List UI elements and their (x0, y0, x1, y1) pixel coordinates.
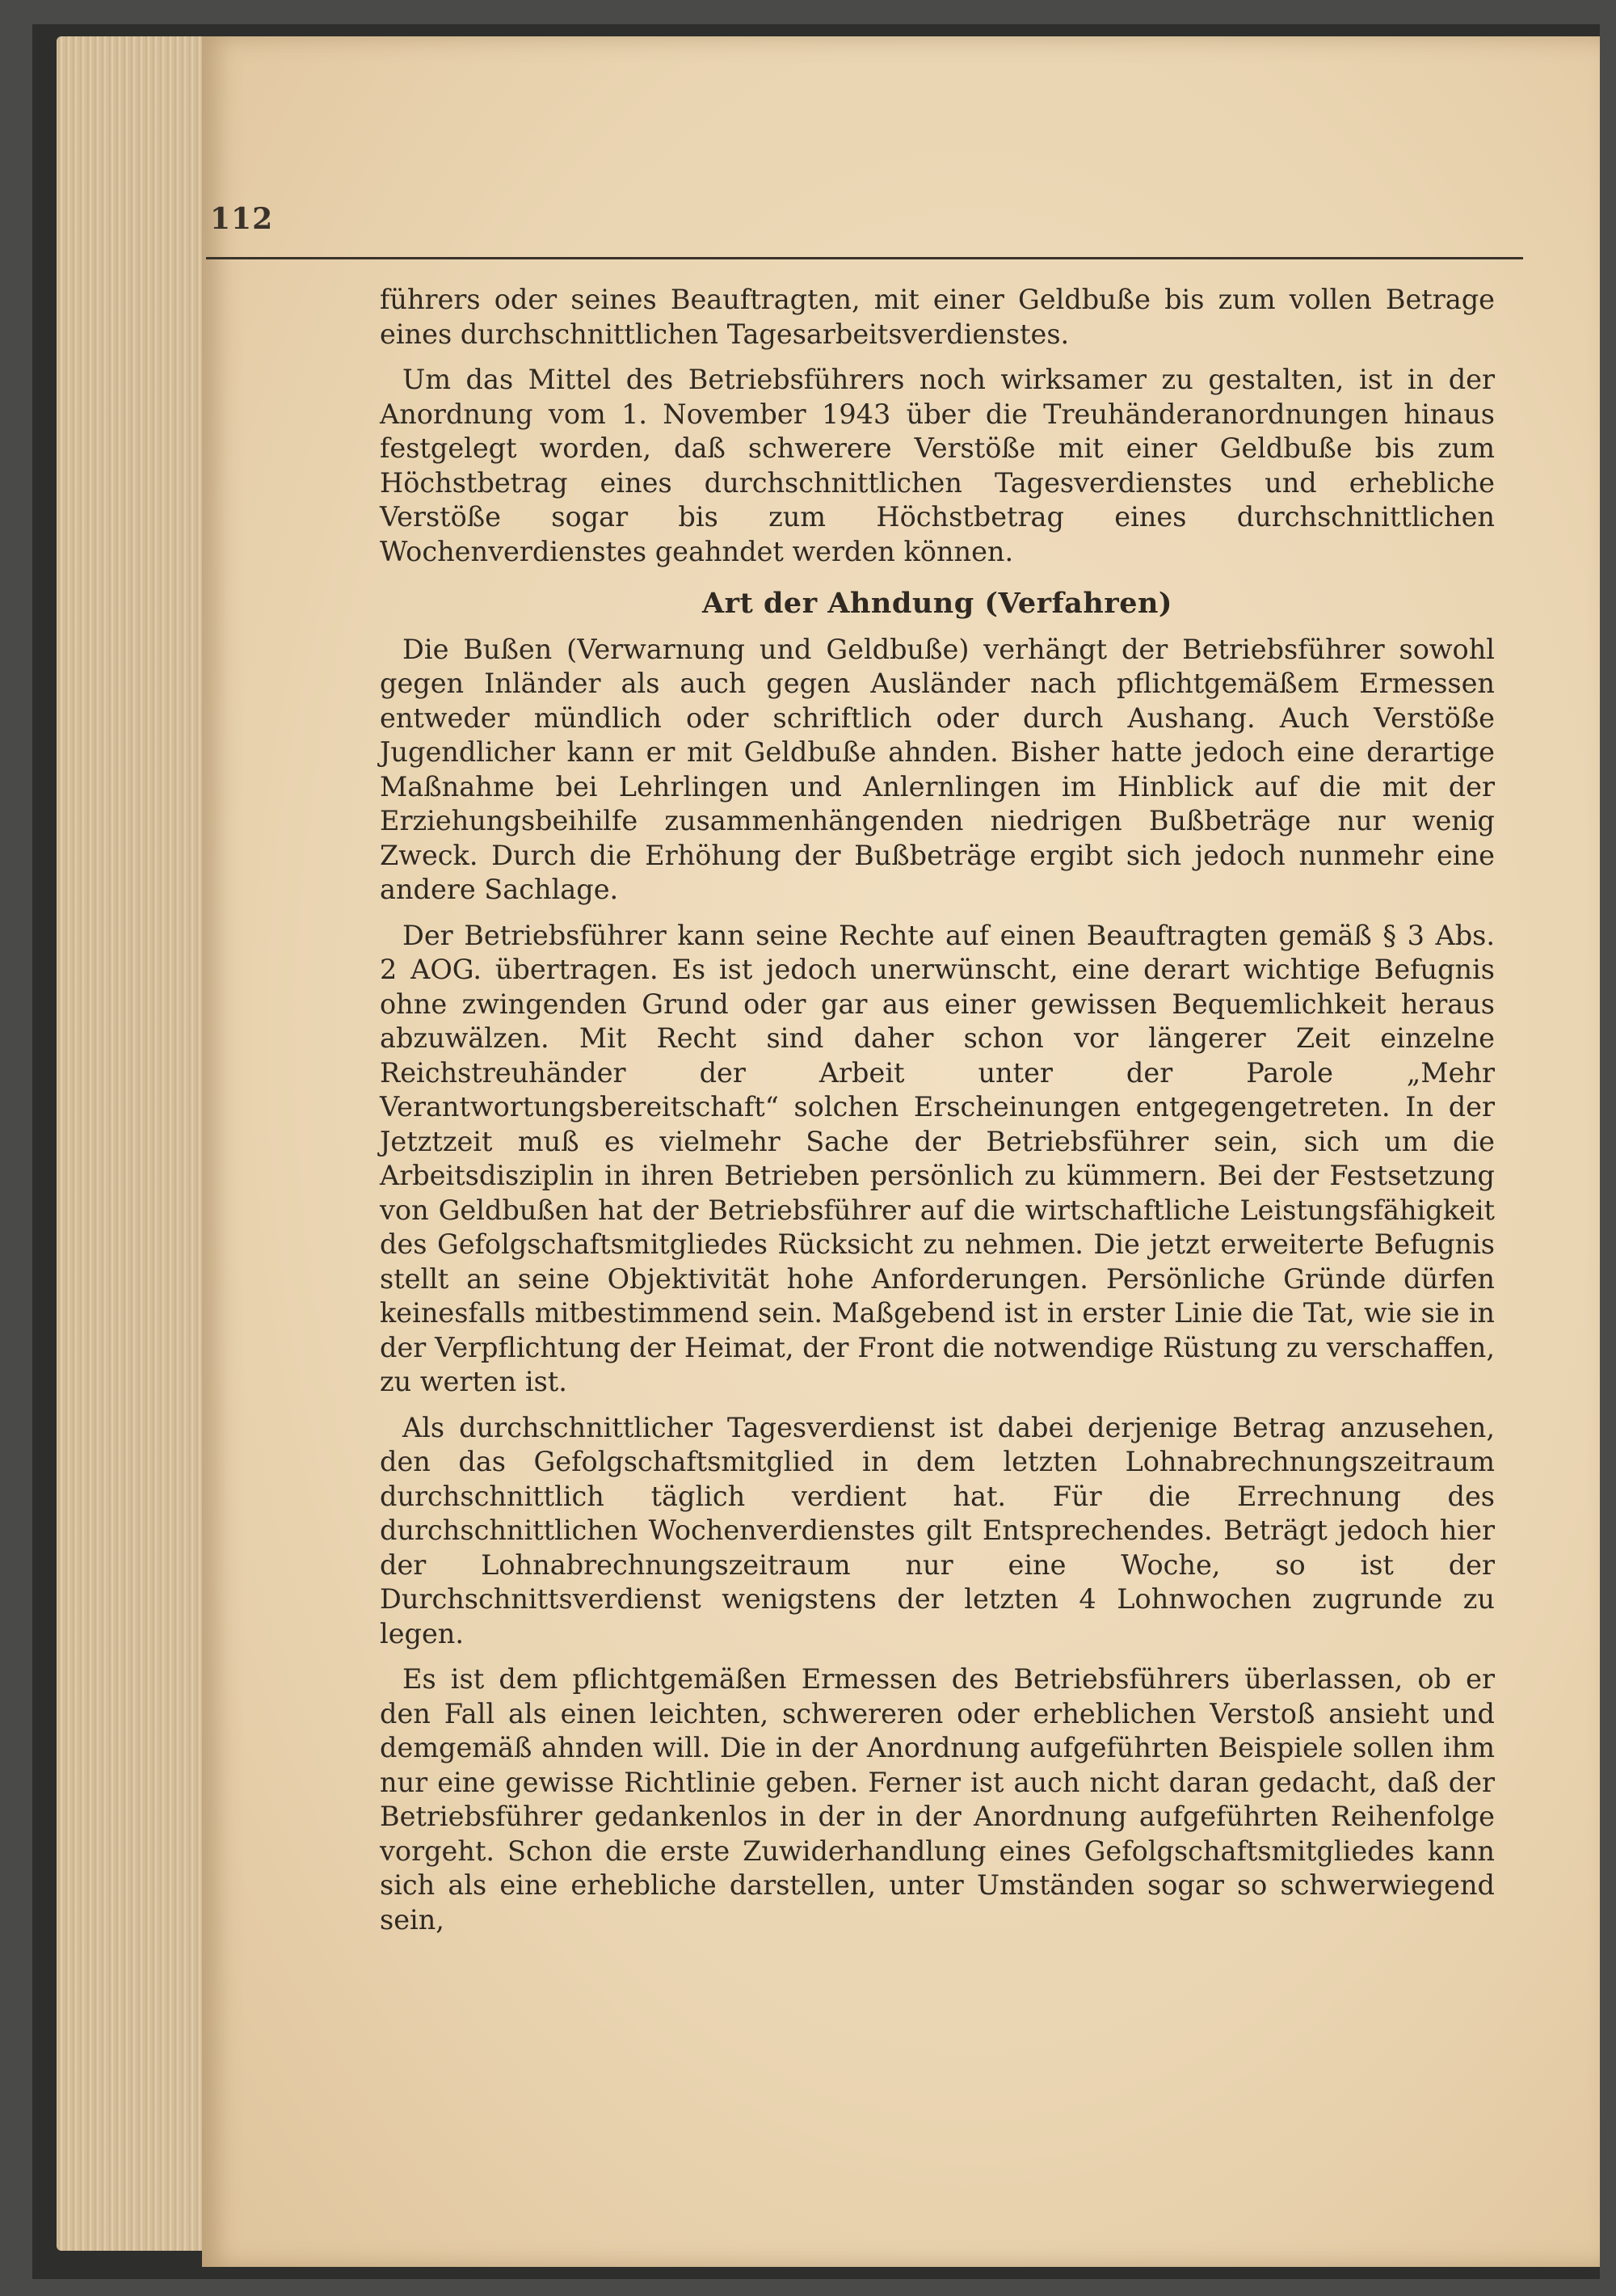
paragraph: Um das Mittel des Betriebsführers noch wirksamer zu gestalten, ist in der Anordnung vom 1. November 1943 über die Treuhänderanordnungen hinaus festgelegt worden, daß schwerere Verstöße mit einer Geldbuße bis zum Höchstbetrag eines durchschnittlichen Tagesverdienstes und erhebliche Verstöße sogar bis zum Höchstbetrag eines durchschnittlichen Wochenverdienstes geahndet werden können. (380, 364, 1495, 567)
page-edges (57, 36, 218, 2251)
paragraph: führers oder seines Beauftragten, mit einer Geldbuße bis zum vollen Betrage eines durchschnittlichen Tagesarbeitsverdienstes. (380, 284, 1495, 350)
paragraph: Als durchschnittlicher Tagesverdienst ist dabei derjenige Betrag anzusehen, den das Gefolgschaftsmitglied in dem letzten Lohnabrechnungszeitraum durchschnittlich täglich verdient hat. Für die Errechnung des durchschnittlichen Wochenverdienstes gilt Entsprechendes. Beträgt jedoch hier der Lohnabrechnungszeitraum nur eine Woche, so ist der Durchschnittsverdienst wenigstens der letzten 4 Lohnwochen zugrunde zu legen. (380, 1411, 1495, 1649)
section-heading: Art der Ahndung (Verfahren) (702, 587, 1172, 620)
page-number: 112 (210, 202, 274, 236)
paragraph: Es ist dem pflichtgemäßen Ermessen des Betriebsführers überlassen, ob er den Fall als einen leichten, schwereren oder erheblichen Verstoß ansieht und demgemäß ahnden will. Die in der Anordnung aufgeführten Beispiele sollen ihm nur eine gewisse Richtlinie geben. Ferner ist auch nicht daran gedacht, daß der Betriebsführer gedankenlos in der in der Anordnung aufgeführten Reihenfolge vorgeht. Schon die erste Zuwiderhandlung eines Gefolgschaftsmitgliedes kann sich als eine erhebliche darstellen, unter Umständen sogar so schwerwiegend sein, (380, 1663, 1495, 1936)
page-body (380, 283, 1495, 1948)
paragraph: Die Bußen (Verwarnung und Geldbuße) verhängt der Betriebsführer sowohl gegen Inländer als auch gegen Ausländer nach pflichtgemäßem Ermessen entweder mündlich oder schriftlich oder durch Aushang. Auch Verstöße Jugendlicher kann er mit Geldbuße ahnden. Bisher hatte jedoch eine derartige Maßnahme bei Lehrlingen und Anlernlingen im Hinblick auf die mit der Erziehungsbeihilfe zusammenhängenden niedrigen Bußbeträge nur wenig Zweck. Durch die Erhöhung der Bußbeträge ergibt sich jedoch nunmehr eine andere Sachlage. (380, 633, 1495, 905)
header-rule (206, 257, 1523, 259)
paragraph: Der Betriebsführer kann seine Rechte auf einen Beauftragten gemäß § 3 Abs. 2 AOG. übertragen. Es ist jedoch unerwünscht, eine derart wichtige Befugnis ohne zwingenden Grund oder gar aus einer gewissen Bequemlichkeit heraus abzuwälzen. Mit Recht sind daher schon vor längerer Zeit einzelne Reichstreuhänder der Arbeit unter der Parole „Mehr Verantwortungsbereitschaft“ solchen Erscheinungen entgegengetreten. In der Jetztzeit muß es vielmehr Sache der Betriebsführer sein, sich um die Arbeitsdisziplin in ihren Betrieben persönlich zu kümmern. Bei der Festsetzung von Geldbußen hat der Betriebsführer auf die wirtschaftliche Leistungsfähigkeit des Gefolgschaftsmitgliedes Rücksicht zu nehmen. Die jetzt erweiterte Befugnis stellt an seine Objektivität hohe Anforderungen. Persönliche Gründe dürfen keinesfalls mitbestimmend sein. Maßgebend ist in erster Linie die Tat, wie sie in der Verpflichtung der Heimat, der Front die notwendige Rüstung zu verschaffen, zu werten ist. (380, 919, 1495, 1397)
